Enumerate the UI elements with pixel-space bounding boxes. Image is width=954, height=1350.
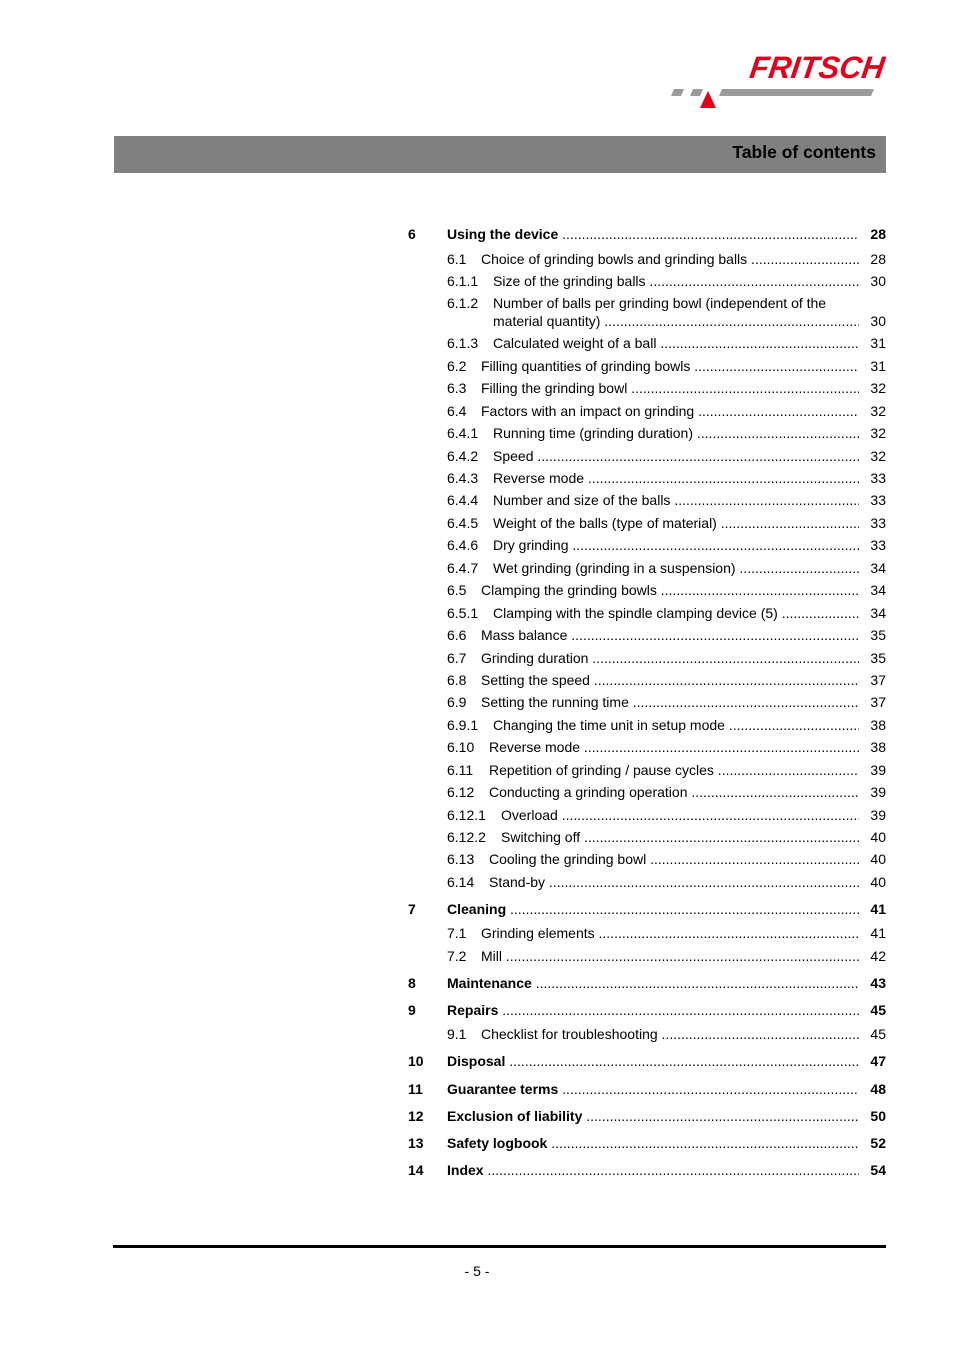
toc-chapter-row[interactable] <box>408 1080 886 1100</box>
toc-entry-row[interactable] <box>408 693 886 713</box>
toc-page-number: 39 <box>870 807 886 823</box>
toc-entry-row[interactable] <box>408 559 886 579</box>
toc-number: 6 <box>408 226 416 242</box>
toc-title: Size of the grinding balls <box>493 273 646 289</box>
toc-title: Wet grinding (grinding in a suspension) <box>493 560 736 576</box>
toc-title: Conducting a grinding operation <box>489 784 688 800</box>
toc-number: 10 <box>408 1053 424 1069</box>
toc-title: Reverse mode <box>493 470 585 486</box>
toc-page-number: 31 <box>870 335 886 351</box>
toc-title: Calculated weight of a ball <box>493 335 657 351</box>
toc-title: Changing the time unit in setup mode <box>493 717 725 733</box>
toc-number: 6.4.4 <box>447 492 479 508</box>
toc-page-number: 37 <box>870 672 886 688</box>
toc-number: 14 <box>408 1162 424 1178</box>
toc-title: Repairs <box>447 1002 499 1018</box>
toc-entry-row[interactable] <box>408 312 886 332</box>
toc-number: 6.12.1 <box>447 807 486 823</box>
toc-number: 6.4.1 <box>447 425 479 441</box>
toc-page-number: 35 <box>870 627 886 643</box>
toc-entry-row[interactable] <box>408 491 886 511</box>
toc-page-number: 41 <box>870 925 886 941</box>
toc-page-number: 45 <box>870 1026 886 1042</box>
toc-number: 6.5.1 <box>447 605 479 621</box>
toc-title: Switching off <box>501 829 581 845</box>
fritsch-logo <box>668 52 890 112</box>
toc-title: Clamping the grinding bowls <box>481 582 657 598</box>
toc-page-number: 30 <box>870 273 886 289</box>
toc-title: Filling the grinding bowl <box>481 380 628 396</box>
toc-chapter-row[interactable] <box>408 225 886 245</box>
toc-page-number: 42 <box>870 948 886 964</box>
toc-number: 6.11 <box>447 762 474 778</box>
toc-page-number: 40 <box>870 851 886 867</box>
toc-number: 12 <box>408 1108 424 1124</box>
page-number: - 5 - <box>464 1263 490 1279</box>
toc-number: 7.1 <box>447 925 467 941</box>
toc-page-number: 35 <box>870 650 886 666</box>
toc-entry-row[interactable] <box>408 1025 886 1045</box>
toc-number: 6.10 <box>447 739 475 755</box>
toc-title: Stand-by <box>489 874 546 890</box>
toc-number: 8 <box>408 975 416 991</box>
toc-title: Checklist for troubleshooting <box>481 1026 658 1042</box>
toc-number: 6.4.3 <box>447 470 479 486</box>
toc-entry-row[interactable] <box>408 783 886 803</box>
toc-number: 6.7 <box>447 650 467 666</box>
toc-chapter-row[interactable] <box>408 1134 886 1154</box>
toc-page-number: 34 <box>870 560 886 576</box>
toc-page-number: 32 <box>870 425 886 441</box>
toc-entry-row[interactable] <box>408 761 886 781</box>
toc-page-number: 40 <box>870 829 886 845</box>
toc-number: 6.13 <box>447 851 475 867</box>
toc-number: 9 <box>408 1002 416 1018</box>
toc-page-number: 34 <box>870 582 886 598</box>
toc-number: 6.2 <box>447 358 467 374</box>
toc-entry-row[interactable] <box>408 357 886 377</box>
toc-page-number: 50 <box>870 1108 886 1124</box>
toc-number: 6.12.2 <box>447 829 486 845</box>
toc-title: Repetition of grinding / pause cycles <box>489 762 714 778</box>
toc-page-number: 33 <box>870 470 886 486</box>
toc-entry-row[interactable] <box>408 850 886 870</box>
toc-page-number: 33 <box>870 492 886 508</box>
toc-entry-row[interactable] <box>408 716 886 736</box>
toc-title: Number and size of the balls <box>493 492 671 508</box>
toc-entry-row[interactable] <box>408 924 886 944</box>
toc-number: 9.1 <box>447 1026 467 1042</box>
toc-entry-row[interactable] <box>408 604 886 624</box>
toc-number: 6.1.2 <box>447 295 479 311</box>
toc-entry-row[interactable] <box>408 294 886 314</box>
toc-page-number: 33 <box>870 537 886 553</box>
toc-title: Guarantee terms <box>447 1081 559 1097</box>
toc-title: Mill <box>481 948 502 964</box>
toc-title: Exclusion of liability <box>447 1108 583 1124</box>
toc-page-number: 43 <box>870 975 886 991</box>
toc-title: Speed <box>493 448 534 464</box>
header-bar <box>114 136 886 173</box>
toc-number: 6.3 <box>447 380 467 396</box>
toc-title: Mass balance <box>481 627 568 643</box>
toc-page-number: 34 <box>870 605 886 621</box>
toc-number: 6.8 <box>447 672 467 688</box>
toc-entry-row[interactable] <box>408 649 886 669</box>
toc-page-number: 41 <box>870 901 886 917</box>
toc-chapter-row[interactable] <box>408 1052 886 1072</box>
toc-title: material quantity) <box>493 313 601 329</box>
toc-page-number: 30 <box>870 313 886 329</box>
toc-number: 6.14 <box>447 874 475 890</box>
toc-entry-row[interactable] <box>408 536 886 556</box>
toc-title: Setting the running time <box>481 694 629 710</box>
toc-page-number: 47 <box>870 1053 886 1069</box>
toc-entry-row[interactable] <box>408 873 886 893</box>
toc-entry-row[interactable] <box>408 447 886 467</box>
toc-page-number: 40 <box>870 874 886 890</box>
toc-number: 7 <box>408 901 416 917</box>
toc-number: 6.4.5 <box>447 515 479 531</box>
toc-number: 6.1.3 <box>447 335 479 351</box>
toc-page-number: 54 <box>870 1162 886 1178</box>
toc-title: Number of balls per grinding bowl (independent of the <box>493 295 827 311</box>
toc-entry-row[interactable] <box>408 469 886 489</box>
toc-number: 6.4.2 <box>447 448 479 464</box>
toc-title: Factors with an impact on grinding <box>481 403 695 419</box>
toc-number: 13 <box>408 1135 424 1151</box>
toc-title: Overload <box>501 807 558 823</box>
toc-title: Reverse mode <box>489 739 581 755</box>
toc-entry-row[interactable] <box>408 334 886 354</box>
toc-title: Index <box>447 1162 484 1178</box>
toc-number: 6.9 <box>447 694 467 710</box>
toc-number: 6.9.1 <box>447 717 479 733</box>
toc-title: Grinding duration <box>481 650 589 666</box>
toc-title: Disposal <box>447 1053 506 1069</box>
toc-page-number: 32 <box>870 403 886 419</box>
toc-entry-row[interactable] <box>408 828 886 848</box>
toc-entry-row[interactable] <box>408 514 886 534</box>
toc-entry-row[interactable] <box>408 626 886 646</box>
toc-page-number: 32 <box>870 380 886 396</box>
toc-entry-row[interactable] <box>408 379 886 399</box>
toc-page-number: 38 <box>870 739 886 755</box>
toc-number: 11 <box>408 1081 423 1097</box>
toc-number: 6.4.6 <box>447 537 479 553</box>
toc-entry-row[interactable] <box>408 424 886 444</box>
toc-chapter-row[interactable] <box>408 1001 886 1021</box>
toc-number: 6.1.1 <box>447 273 479 289</box>
toc-page-number: 37 <box>870 694 886 710</box>
footer-divider <box>113 1245 886 1248</box>
toc-entry-row[interactable] <box>408 272 886 292</box>
toc-entry-row[interactable] <box>408 402 886 422</box>
page-title: Table of contents <box>732 142 876 162</box>
toc-number: 6.6 <box>447 627 467 643</box>
toc-number: 6.4.7 <box>447 560 479 576</box>
toc-title: Filling quantities of grinding bowls <box>481 358 691 374</box>
toc-entry-row[interactable] <box>408 738 886 758</box>
toc-entry-row[interactable] <box>408 806 886 826</box>
toc-title: Running time (grinding duration) <box>493 425 693 441</box>
logo-wordmark: FRITSCH <box>747 50 887 85</box>
toc-entry-row[interactable] <box>408 671 886 691</box>
toc-number: 6.12 <box>447 784 475 800</box>
toc-chapter-row[interactable] <box>408 900 886 920</box>
toc-page-number: 48 <box>870 1081 886 1097</box>
toc-number: 6.1 <box>447 251 467 267</box>
toc-page-number: 28 <box>870 226 886 242</box>
toc-page-number: 39 <box>870 784 886 800</box>
toc-title: Using the device <box>447 226 559 242</box>
toc-page-number: 39 <box>870 762 886 778</box>
toc-title: Safety logbook <box>447 1135 548 1151</box>
toc-title: Maintenance <box>447 975 532 991</box>
toc-page-number: 32 <box>870 448 886 464</box>
logo-stripes-icon <box>668 88 890 112</box>
toc-page-number: 45 <box>870 1002 886 1018</box>
toc-title: Cleaning <box>447 901 507 917</box>
toc-title: Choice of grinding bowls and grinding balls <box>481 251 748 267</box>
toc-number: 7.2 <box>447 948 467 964</box>
toc-chapter-row[interactable] <box>408 1161 886 1181</box>
toc-chapter-row[interactable] <box>408 974 886 994</box>
toc-entry-row[interactable] <box>408 947 886 967</box>
toc-chapter-row[interactable] <box>408 1107 886 1127</box>
toc-page-number: 28 <box>870 251 886 267</box>
toc-entry-row[interactable] <box>408 250 886 270</box>
toc-title: Dry grinding <box>493 537 569 553</box>
toc-number: 6.5 <box>447 582 467 598</box>
toc-entry-row[interactable] <box>408 581 886 601</box>
toc-page-number: 31 <box>870 358 886 374</box>
toc-page-number: 52 <box>870 1135 886 1151</box>
toc-number: 6.4 <box>447 403 467 419</box>
toc-title: Weight of the balls (type of material) <box>493 515 717 531</box>
toc-title: Cooling the grinding bowl <box>489 851 647 867</box>
toc-title: Grinding elements <box>481 925 595 941</box>
toc-page-number: 38 <box>870 717 886 733</box>
toc-title: Clamping with the spindle clamping device (5) <box>493 605 778 621</box>
toc-title: Setting the speed <box>481 672 590 688</box>
toc-page-number: 33 <box>870 515 886 531</box>
